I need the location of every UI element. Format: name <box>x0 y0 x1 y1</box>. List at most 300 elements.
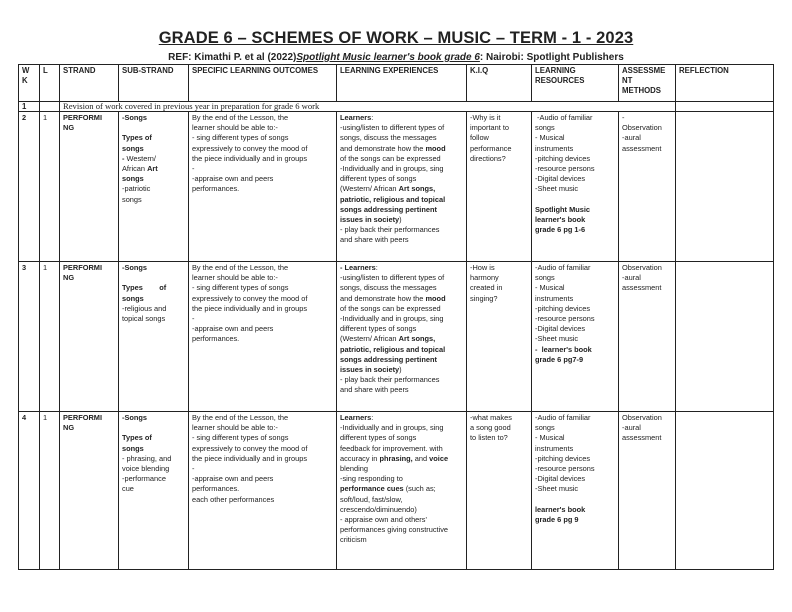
kiq-cell <box>467 412 532 570</box>
text-segment: - phrasing, and <box>122 453 172 463</box>
text-segment: -Audio of familiar <box>535 113 593 122</box>
text-segment: expressively to convey the mood of <box>192 443 308 453</box>
text-segment: instruments <box>535 143 574 153</box>
text-segment: important to <box>470 123 510 133</box>
cell-line <box>470 133 528 143</box>
text-segment: -Individually and in groups, sing <box>340 423 444 433</box>
column-header: SUB-STRAND <box>119 65 189 102</box>
cell-line <box>63 413 115 423</box>
text-segment: phrasing, <box>379 453 413 463</box>
cell-line <box>340 294 463 304</box>
cell-line <box>63 123 115 133</box>
cell-line <box>340 205 463 215</box>
column-header: STRAND <box>60 65 119 102</box>
text-segment: -using/listen to different types of <box>340 123 445 133</box>
cell-line <box>340 433 463 443</box>
text-segment: to listen to? <box>470 433 508 443</box>
cell-line <box>192 133 333 143</box>
column-header: W K <box>19 65 40 102</box>
strand-cell <box>60 262 119 412</box>
text-segment: learner should be able to:- <box>192 423 278 433</box>
text-segment: - sing different types of songs <box>192 283 289 293</box>
cell-line <box>470 423 528 433</box>
cell-line <box>122 464 185 474</box>
cell-line <box>340 535 463 545</box>
cell-line <box>340 225 463 235</box>
learning-outcomes-cell <box>189 112 337 262</box>
revision-row <box>19 102 774 112</box>
text-segment: topical songs <box>122 314 166 323</box>
cell-line <box>622 283 672 293</box>
text-segment: By the end of the Lesson, the <box>192 413 289 422</box>
text-segment: - play back their performances <box>340 225 440 235</box>
column-header: LEARNING EXPERIENCES <box>337 65 467 102</box>
text-segment: -Songs <box>122 263 148 272</box>
sub-strand-cell <box>119 112 189 262</box>
text-segment: (such as; <box>403 484 436 494</box>
cell-line <box>470 154 528 164</box>
cell-line <box>340 113 463 123</box>
text-segment: - Musical <box>535 283 565 293</box>
text-segment: grade 6 pg 9 <box>535 515 579 525</box>
column-header: K.I.Q <box>467 65 532 102</box>
cell-line <box>340 235 463 245</box>
cell-line <box>340 334 463 344</box>
cell-line <box>192 174 333 184</box>
text-segment: of the songs can be expressed <box>340 153 441 163</box>
text-segment: and share with peers <box>340 235 409 245</box>
cell-line <box>122 144 185 154</box>
text-segment: : <box>371 113 374 122</box>
text-segment: - <box>122 153 127 163</box>
learning-outcomes-cell <box>189 412 337 570</box>
text-segment: -Audio of familiar <box>535 263 591 272</box>
cell-line <box>192 263 333 273</box>
text-segment: Observation <box>622 413 662 422</box>
text-segment: Art songs, <box>398 184 436 194</box>
reflection-cell <box>676 102 774 112</box>
week-cell: 2 <box>19 112 40 262</box>
cell-line <box>340 355 463 365</box>
cell-line <box>340 345 463 355</box>
week-cell: 3 <box>19 262 40 412</box>
cell-line <box>192 164 333 174</box>
text-segment: created in <box>470 283 503 293</box>
text-segment: By the end of the Lesson, the <box>192 263 289 272</box>
reflection-cell <box>676 262 774 412</box>
learning-resources-cell <box>532 412 619 570</box>
cell-line <box>340 375 463 385</box>
cell-line <box>340 505 463 515</box>
text-segment: ) <box>399 365 402 375</box>
cell-line <box>122 413 185 423</box>
text-segment: : <box>375 263 378 272</box>
text-segment: learner's book <box>535 215 586 225</box>
text-segment: blending <box>340 464 368 474</box>
cell-line <box>535 144 615 154</box>
text-segment: African <box>122 164 148 173</box>
text-segment: - Musical <box>535 433 565 443</box>
text-segment: Observation <box>622 263 662 272</box>
cell-line <box>340 484 463 494</box>
text-segment: songs addressing pertinent <box>340 204 437 214</box>
cell-line <box>622 263 672 273</box>
text-segment: performances giving constructive <box>340 525 449 535</box>
ref-suffix: : Nairobi: Spotlight Publishers <box>479 52 624 63</box>
text-segment: different types of songs <box>340 324 417 334</box>
cell-line <box>470 283 528 293</box>
cell-line <box>340 385 463 395</box>
text-segment: instruments <box>535 293 574 303</box>
text-segment: songs, discuss the messages <box>340 283 437 293</box>
text-segment: - learner's book <box>535 344 592 354</box>
text-segment: -appraise own and peers <box>192 324 274 334</box>
cell-line <box>622 144 672 154</box>
cell-line <box>622 113 672 123</box>
text-segment: songs addressing pertinent <box>340 354 437 364</box>
cell-line <box>535 334 615 344</box>
cell-line <box>192 113 333 123</box>
text-segment: -aural <box>622 273 641 283</box>
text-segment: -what makes <box>470 413 512 422</box>
cell-line <box>122 273 185 283</box>
cell-line <box>535 345 615 355</box>
cell-line <box>535 433 615 443</box>
cell-line <box>535 174 615 184</box>
cell-line <box>340 184 463 194</box>
text-segment: -Sheet music <box>535 334 579 344</box>
cell-line <box>470 144 528 154</box>
cell-line <box>122 314 185 324</box>
text-segment: NG <box>63 273 75 283</box>
text-segment: singing? <box>470 293 498 303</box>
text-segment: -Why is it <box>470 113 501 122</box>
cell-line <box>192 314 333 324</box>
kiq-cell <box>467 112 532 262</box>
cell-line <box>535 133 615 143</box>
header-row <box>19 65 774 102</box>
cell-line <box>535 314 615 324</box>
column-header: L <box>40 65 60 102</box>
text-segment: soft/loud, fast/slow, <box>340 494 403 504</box>
text-segment: criticism <box>340 535 367 545</box>
cell-line <box>470 123 528 133</box>
cell-line <box>122 133 185 143</box>
cell-line <box>192 273 333 283</box>
text-segment: - Musical <box>535 133 565 143</box>
text-segment: issues in society <box>340 215 400 225</box>
reference-line <box>0 52 792 63</box>
text-segment: songs <box>535 123 555 133</box>
text-segment: (Western/ African <box>340 334 399 344</box>
text-segment: - Learners <box>340 263 376 272</box>
cell-line <box>622 123 672 133</box>
cell-line <box>340 515 463 525</box>
strand-cell <box>60 412 119 570</box>
text-segment: Learners <box>340 413 372 422</box>
text-segment: -Digital devices <box>535 474 586 484</box>
cell-line <box>122 433 185 443</box>
cell-line <box>192 464 333 474</box>
cell-line <box>192 184 333 194</box>
week-cell: 4 <box>19 412 40 570</box>
text-segment: Spotlight Music <box>535 204 591 214</box>
cell-line <box>535 423 615 433</box>
text-segment: : <box>371 413 374 422</box>
text-segment: By the end of the Lesson, the <box>192 113 289 122</box>
cell-line <box>192 484 333 494</box>
cell-line <box>470 263 528 273</box>
cell-line <box>340 195 463 205</box>
text-segment: and demonstrate how the <box>340 143 426 153</box>
cell-line <box>122 195 185 205</box>
text-segment: instruments <box>535 443 574 453</box>
cell-line <box>122 123 185 133</box>
text-segment: mood <box>425 293 446 303</box>
text-segment: learner's book <box>535 504 586 514</box>
text-segment: -resource persons <box>535 164 595 174</box>
column-header: SPECIFIC LEARNING OUTCOMES <box>189 65 337 102</box>
cell-line <box>340 365 463 375</box>
text-segment: expressively to convey the mood of <box>192 293 308 303</box>
text-segment: harmony <box>470 273 499 283</box>
cell-line <box>535 495 615 505</box>
text-segment: performances. <box>192 334 240 344</box>
text-segment: -pitching devices <box>535 153 591 163</box>
cell-line <box>470 113 528 123</box>
cell-line <box>192 154 333 164</box>
cell-line <box>535 294 615 304</box>
text-segment: -How is <box>470 263 495 272</box>
text-segment: ) <box>399 215 402 225</box>
ref-prefix: REF: Kimathi P. et al (2022) <box>168 52 297 63</box>
cell-line <box>340 123 463 133</box>
text-segment: songs <box>122 194 142 204</box>
cell-line <box>340 215 463 225</box>
text-segment: patriotic, religious and topical <box>340 344 446 354</box>
text-segment: -Songs <box>122 413 148 422</box>
text-segment: crescendo/diminuendo) <box>340 504 417 514</box>
page-title: GRADE 6 – SCHEMES OF WORK – MUSIC – TERM - 1 - 2023 <box>158 29 634 47</box>
text-segment: songs <box>535 423 555 433</box>
cell-line <box>340 464 463 474</box>
cell-line <box>535 273 615 283</box>
cell-line <box>470 433 528 443</box>
text-segment: Types of <box>122 133 152 143</box>
cell-line <box>192 304 333 314</box>
cell-line <box>192 474 333 484</box>
text-segment: -religious and <box>122 303 167 313</box>
text-segment: - sing different types of songs <box>192 133 289 143</box>
text-segment: songs <box>122 443 144 453</box>
cell-line <box>535 464 615 474</box>
column-header: ASSESSME NT METHODS <box>619 65 676 102</box>
text-segment: assessment <box>622 283 662 293</box>
cell-line <box>340 133 463 143</box>
text-segment: Types of <box>122 283 167 293</box>
cell-line <box>122 484 185 494</box>
text-segment: PERFORMI <box>63 413 103 422</box>
text-segment: grade 6 pg7-9 <box>535 354 584 364</box>
cell-line <box>535 184 615 194</box>
text-segment: different types of songs <box>340 433 417 443</box>
text-segment: different types of songs <box>340 174 417 184</box>
text-segment: songs <box>122 174 144 184</box>
text-segment: NG <box>63 123 75 133</box>
cell-line <box>535 113 615 123</box>
cell-line <box>535 515 615 525</box>
text-segment: -appraise own and peers <box>192 474 274 484</box>
cell-line <box>535 263 615 273</box>
text-segment: Learners <box>340 113 372 122</box>
cell-line <box>470 294 528 304</box>
reflection-cell <box>676 112 774 262</box>
text-segment: of the songs can be expressed <box>340 303 441 313</box>
cell-line <box>122 154 185 164</box>
cell-line <box>340 413 463 423</box>
revision-text: Revision of work covered in previous year in preparation for grade 6 work <box>60 102 676 112</box>
text-segment: -Digital devices <box>535 174 586 184</box>
text-segment: -pitching devices <box>535 453 591 463</box>
text-segment: - sing different types of songs <box>192 433 289 443</box>
week-cell: 1 <box>19 102 40 112</box>
cell-line <box>535 164 615 174</box>
text-segment: PERFORMI <box>63 113 103 122</box>
learning-resources-cell <box>532 262 619 412</box>
text-segment: - play back their performances <box>340 375 440 385</box>
text-segment: -aural <box>622 133 641 143</box>
cell-line <box>63 423 115 433</box>
cell-line <box>340 164 463 174</box>
ref-book-title: Spotlight Music learner's book grade 6 <box>296 52 480 63</box>
cell-line <box>122 294 185 304</box>
text-segment: -sing responding to <box>340 474 403 484</box>
text-segment: songs <box>535 273 555 283</box>
text-segment: -Sheet music <box>535 184 579 194</box>
cell-line <box>122 113 185 123</box>
week-row <box>19 112 774 262</box>
cell-line <box>535 283 615 293</box>
cell-line <box>122 474 185 484</box>
cell-line <box>340 474 463 484</box>
text-segment: -Individually and in groups, sing <box>340 314 444 324</box>
learning-experiences-cell <box>337 112 467 262</box>
text-segment: accuracy in <box>340 453 380 463</box>
text-segment: Art <box>147 164 158 173</box>
cell-line <box>535 123 615 133</box>
text-segment: -Individually and in groups, sing <box>340 164 444 174</box>
text-segment: - <box>192 164 195 174</box>
cell-line <box>192 283 333 293</box>
text-segment: mood <box>425 143 446 153</box>
lesson-cell: 1 <box>40 112 60 262</box>
text-segment: -Sheet music <box>535 484 579 494</box>
learning-outcomes-cell <box>189 262 337 412</box>
text-segment: each other performances <box>192 494 275 504</box>
text-segment: -aural <box>622 423 641 433</box>
cell-line <box>535 195 615 205</box>
cell-line <box>192 334 333 344</box>
cell-line <box>535 355 615 365</box>
text-segment: -Digital devices <box>535 324 586 334</box>
lesson-cell: 1 <box>40 262 60 412</box>
cell-line <box>63 263 115 273</box>
cell-line <box>340 423 463 433</box>
cell-line <box>192 123 333 133</box>
assessment-methods-cell <box>619 112 676 262</box>
learning-resources-cell <box>532 112 619 262</box>
cell-line <box>535 454 615 464</box>
text-segment: Types of <box>122 433 152 443</box>
text-segment: NG <box>63 423 75 433</box>
cell-line <box>535 225 615 235</box>
text-segment: grade 6 pg 1-6 <box>535 225 586 235</box>
text-segment: voice <box>429 453 449 463</box>
strand-cell <box>60 112 119 262</box>
cell-line <box>622 273 672 283</box>
text-segment: -patriotic <box>122 184 151 194</box>
text-segment: -resource persons <box>535 464 595 474</box>
assessment-methods-cell <box>619 262 676 412</box>
cell-line <box>63 273 115 283</box>
text-segment: a song good <box>470 423 511 433</box>
text-segment: performance <box>470 143 512 153</box>
cell-line <box>122 164 185 174</box>
cell-line <box>535 444 615 454</box>
cell-line <box>122 454 185 464</box>
text-segment: PERFORMI <box>63 263 103 272</box>
cell-line <box>122 283 185 293</box>
text-segment: performances. <box>192 484 240 494</box>
text-segment: directions? <box>470 153 506 163</box>
text-segment: assessment <box>622 143 662 153</box>
cell-line <box>340 304 463 314</box>
text-segment: songs, discuss the messages <box>340 133 437 143</box>
text-segment: voice blending <box>122 464 170 473</box>
text-segment: issues in society <box>340 365 400 375</box>
text-segment: - <box>192 314 195 324</box>
text-segment: -pitching devices <box>535 303 591 313</box>
text-segment: and share with peers <box>340 385 409 395</box>
cell-line <box>192 413 333 423</box>
cell-line <box>340 273 463 283</box>
cell-line <box>535 474 615 484</box>
text-segment: the piece individually and in groups <box>192 303 308 313</box>
cell-line <box>340 444 463 454</box>
sub-strand-cell <box>119 262 189 412</box>
text-segment: songs <box>122 143 144 153</box>
cell-line <box>122 184 185 194</box>
cell-line <box>192 454 333 464</box>
text-segment: and <box>412 453 430 463</box>
cell-line <box>622 133 672 143</box>
text-segment: the piece individually and in groups <box>192 153 308 163</box>
text-segment: - appraise own and others' <box>340 515 427 525</box>
cell-line <box>192 495 333 505</box>
text-segment: -appraise own and peers <box>192 174 274 184</box>
cell-line <box>535 505 615 515</box>
cell-line <box>535 324 615 334</box>
cell-line <box>340 154 463 164</box>
text-segment: follow <box>470 133 489 143</box>
text-segment: performances. <box>192 184 240 194</box>
text-segment: -Audio of familiar <box>535 413 591 422</box>
text-segment: learner should be able to:- <box>192 123 278 133</box>
kiq-cell <box>467 262 532 412</box>
cell-line <box>192 144 333 154</box>
cell-line <box>192 423 333 433</box>
cell-line <box>192 444 333 454</box>
